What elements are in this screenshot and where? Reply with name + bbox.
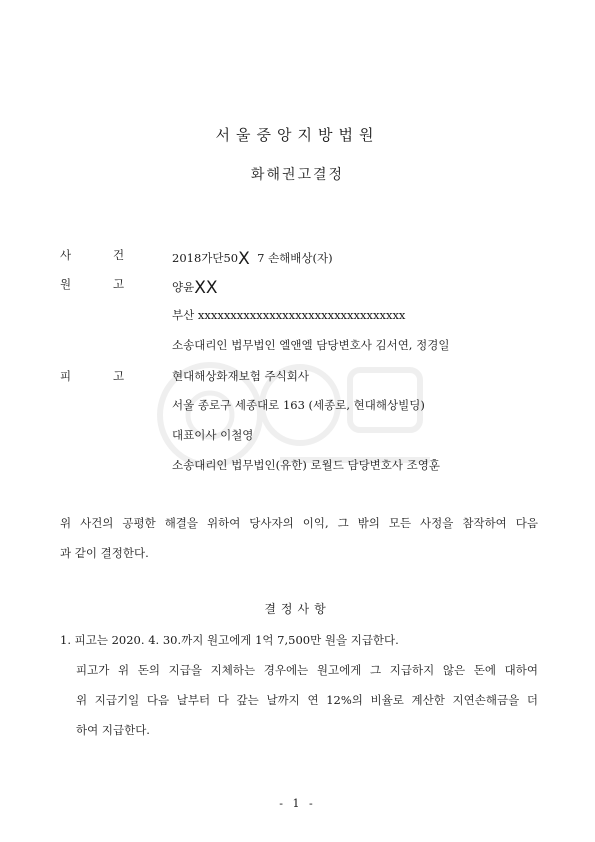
case-number-prefix: 2018가단50 [172,251,239,265]
case-label-1: 사 [60,248,72,262]
court-name: 서울중앙지방법원 [215,126,380,144]
plaintiff-address: 부산 xxxxxxxxxxxxxxxxxxxxxxxxxxxxxxxx [172,308,406,322]
plaintiff-attorney: 소송대리인 법무법인 엘앤엘 담당변호사 김서연, 정경일 [172,338,450,352]
order-item-1-line-4: 하여 지급한다. [76,723,150,737]
case-number-suffix: 7 손해배상(자) [257,251,333,265]
plaintiff-name-redaction: XX [194,278,218,298]
defendant-label-1: 피 [60,369,72,383]
order-item-1: 1. 피고는 2020. 4. 30.까지 원고에게 1억 7,500만 원을 지급한다. [60,633,399,647]
plaintiff-name-prefix: 양윤 [172,280,195,294]
defendant-attorney: 소송대리인 법무법인(유한) 로월드 담당변호사 조영훈 [172,458,440,472]
section-title: 결정사항 [264,602,331,616]
defendant-address: 서울 종로구 세종대로 163 (세종로, 현대해상빌딩) [172,398,425,412]
case-number [172,247,333,267]
case-number-redaction: X [238,249,250,269]
order-item-1-line-3: 위 지급기일 다음 날부터 다 갚는 날까지 연 12%의 비율로 계산한 지연손해금을 더 [76,693,538,707]
page-number: - 1 - [279,797,316,810]
plaintiff-label-2: 고 [113,277,125,291]
intro-line-1: 위 사건의 공평한 해결을 위하여 당사자의 이익, 그 밖의 모든 사정을 참작하여 다음 [60,516,538,530]
plaintiff-label-1: 원 [60,277,72,291]
order-item-1-line-2: 피고가 위 돈의 지급을 지체하는 경우에는 원고에게 그 지급하지 않은 돈에 대하여 [76,663,538,677]
intro-line-2: 과 같이 결정한다. [60,546,149,560]
defendant-ceo: 대표이사 이철영 [172,428,254,442]
document-title: 화해권고결정 [250,167,345,183]
defendant-label-2: 고 [113,369,125,383]
defendant-name: 현대해상화재보험 주식회사 [172,369,309,383]
case-label-2: 건 [113,248,125,262]
plaintiff-name [172,276,218,296]
